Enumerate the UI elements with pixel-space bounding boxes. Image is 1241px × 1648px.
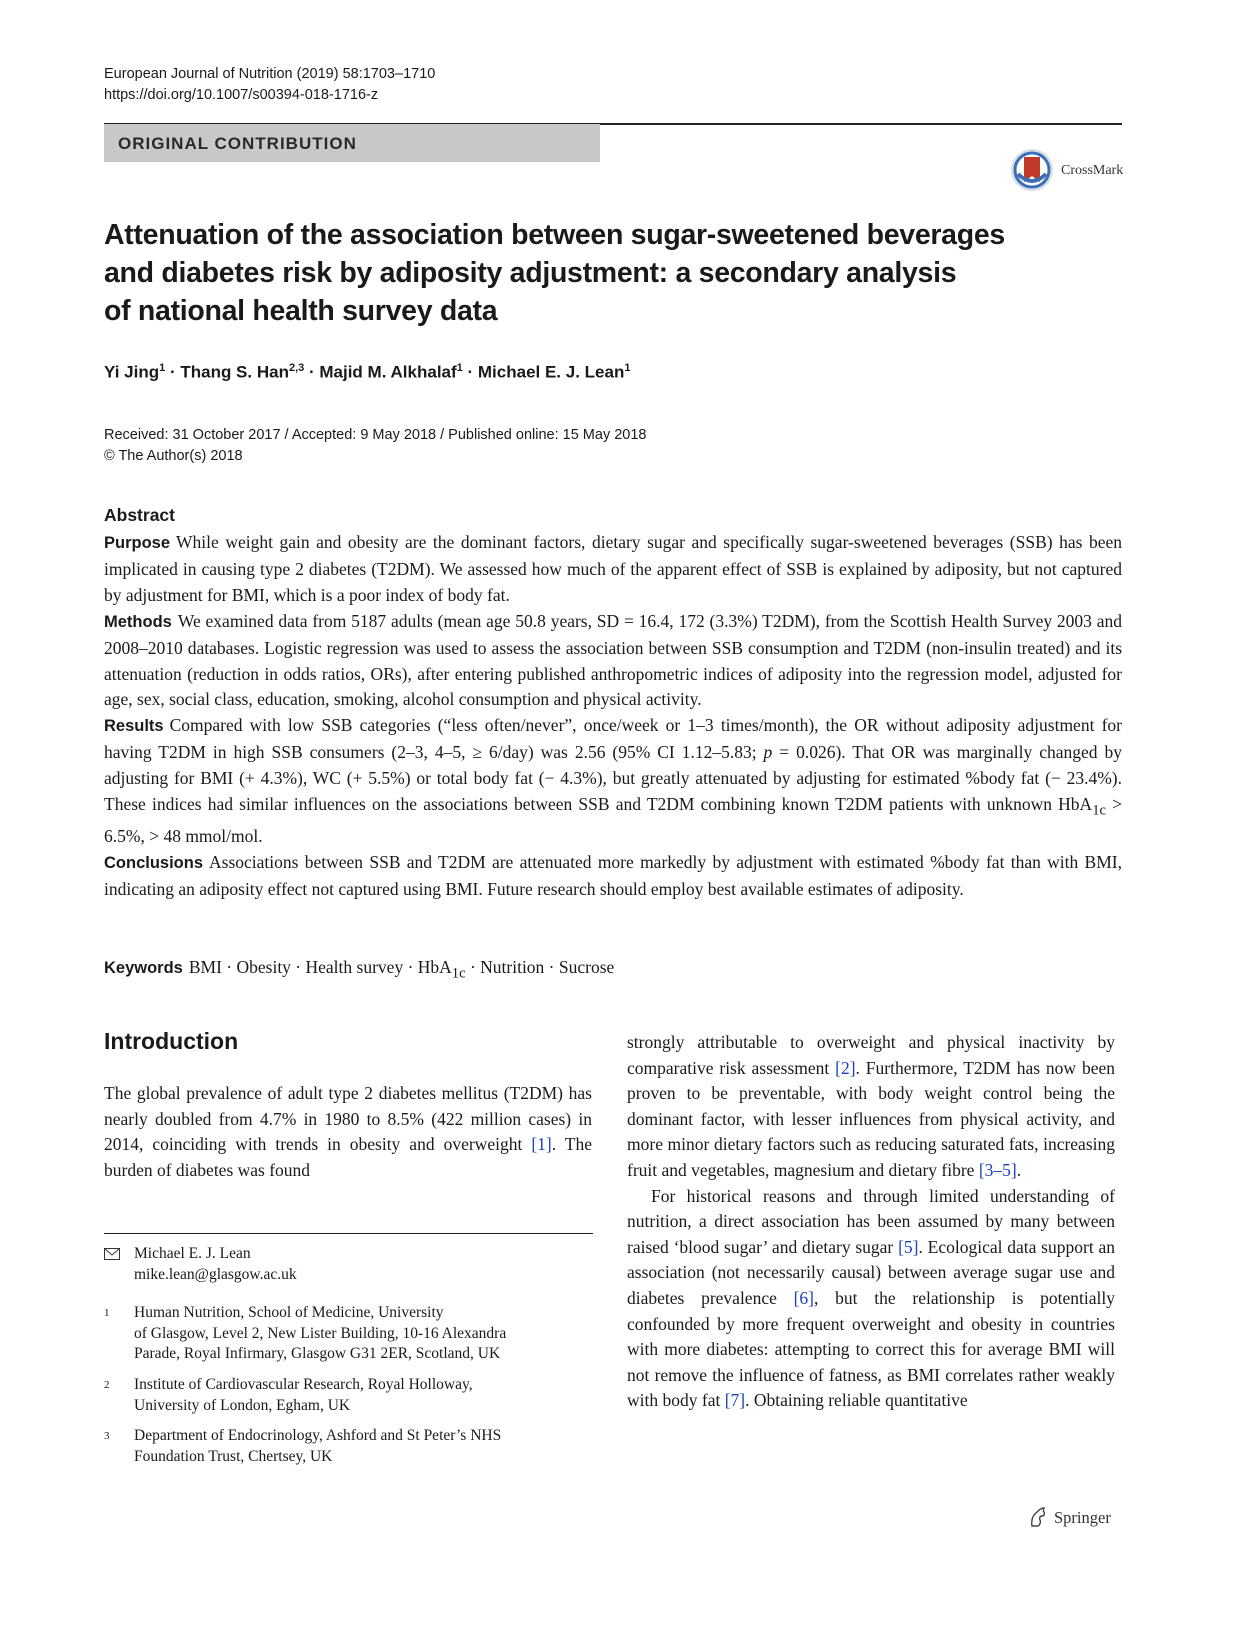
abstract-body — [104, 530, 1122, 903]
affiliation-mark: 2 — [104, 1379, 110, 1391]
keywords — [104, 957, 614, 983]
author-separator: · — [304, 362, 320, 382]
author-affiliation: 2,3 — [288, 362, 305, 374]
paragraph-text: . — [1016, 1159, 1022, 1180]
author-name[interactable]: Thang S. Han — [180, 362, 289, 382]
affiliation-line: Institute of Cardiovascular Research, Royal Holloway, — [134, 1376, 473, 1393]
affiliation-line: Department of Endocrinology, Ashford and St Peter’s NHS — [134, 1427, 502, 1444]
corresponding-author — [104, 1244, 574, 1285]
keywords-label: Keywords — [104, 959, 183, 977]
abstract-conclusions — [104, 850, 1122, 903]
p-symbol: p — [763, 742, 773, 763]
author-affiliation: 1 — [159, 362, 166, 374]
paragraph-text: . The burden of diabetes was found — [104, 1134, 592, 1180]
publisher-name: Springer — [1054, 1508, 1111, 1527]
corresponding-name: Michael E. J. Lean — [134, 1245, 251, 1262]
author-affiliation: 1 — [456, 362, 463, 374]
affiliation-line: University of London, Egham, UK — [134, 1396, 351, 1414]
citation-link[interactable]: [2] — [835, 1057, 856, 1078]
paragraph-text: . Obtaining reliable quantitative — [745, 1390, 968, 1411]
paragraph-text: , but the relationship is potentially confounded by more frequent overweight and obesity in countries with more diabetes: attempting to correct this for average BMI will not remove the influence of fatness, as BMI correlates rather weakly with body fat — [627, 1287, 1115, 1411]
title-line: and diabetes risk by adiposity adjustment: a secondary analysis — [104, 257, 957, 289]
conclusions-label: Conclusions — [104, 854, 204, 873]
abstract-purpose — [104, 530, 1122, 609]
affiliation-1 — [104, 1303, 574, 1365]
footnote-rule — [104, 1233, 593, 1234]
results-text: = 0.026). That OR was marginally changed by adjusting for BMI (+ 4.3%), WC (+ 5.5%) or total body fat (− 4.3%), but greatly attenuated by adjusting for estimated %body fat (− 23.4%). These indices had similar influences on the associations between SSB and T2DM combining known T2DM patients with unknown HbA — [104, 742, 1122, 815]
springer-horse-icon — [1028, 1506, 1048, 1528]
paragraph — [104, 1081, 592, 1183]
paragraph-text: For historical reasons and through limited understanding of nutrition, a direct association has been assumed by many between raised ‘blood sugar’ and dietary sugar — [627, 1185, 1115, 1257]
author-separator: · — [462, 362, 478, 382]
paragraph — [627, 1184, 1115, 1414]
hba1c-subscript: 1c — [1092, 802, 1106, 819]
paragraph-text: strongly attributable to overweight and physical inactivity by comparative risk assessment — [627, 1032, 1115, 1078]
introduction-heading: Introduction — [104, 1028, 239, 1054]
paragraph-text: . Ecological data support an association (not necessarily causal) between average sugar use and diabetes prevalence — [627, 1236, 1115, 1308]
paragraph-text: The global prevalence of adult type 2 diabetes mellitus (T2DM) has nearly doubled from 4.7% in 1980 to 8.5% (422 million cases) in 2014, coinciding with trends in obesity and overweight — [104, 1083, 592, 1155]
affiliation-2 — [104, 1375, 574, 1416]
dates-line: Received: 31 October 2017 / Accepted: 9 May 2018 / Published online: 15 May 2018 — [104, 427, 647, 443]
left-column — [104, 1081, 592, 1183]
affiliation-line: Parade, Royal Infirmary, Glasgow G31 2ER, Scotland, UK — [134, 1345, 501, 1362]
author-affiliation: 1 — [624, 362, 631, 374]
journal-citation: European Journal of Nutrition (2019) 58:1703–1710 — [104, 66, 436, 82]
hba1c-subscript: 1c — [451, 965, 466, 982]
affiliation-line: of Glasgow, Level 2, New Lister Building, 10-16 Alexandra — [134, 1324, 507, 1342]
section-banner — [104, 124, 600, 162]
author-name[interactable]: Michael E. J. Lean — [477, 362, 625, 382]
paper-title — [104, 216, 1064, 330]
author-list — [104, 362, 630, 383]
methods-text: We examined data from 5187 adults (mean age 50.8 years, SD = 16.4, 172 (3.3%) T2DM), from the Scottish Health Survey 2003 and 2008–2010 databases. Logistic regression was used to assess the association between SSB consumption and T2DM (non-insulin treated) and its attenuation (reduction in odds ratios, ORs), after entering published anthropometric indices of adiposity into the regression model, adjusted for age, sex, social class, education, smoking, alcohol consumption and physical activity. — [104, 610, 1122, 710]
author-name[interactable]: Yi Jing — [104, 362, 160, 382]
affiliation-mark: 1 — [104, 1307, 110, 1319]
title-line: Attenuation of the association between sugar-sweetened beverages — [104, 219, 1005, 251]
citation-link[interactable]: [5] — [898, 1236, 919, 1257]
paragraph — [627, 1030, 1115, 1184]
author-separator: · — [165, 362, 181, 382]
section-label: ORIGINAL CONTRIBUTION — [118, 134, 357, 153]
crossmark-badge[interactable] — [1010, 148, 1128, 194]
corresponding-email[interactable]: mike.lean@glasgow.ac.uk — [134, 1265, 297, 1283]
citation-link[interactable]: [7] — [724, 1390, 746, 1411]
abstract-heading: Abstract — [104, 505, 175, 525]
title-line: of national health survey data — [104, 295, 498, 327]
affiliation-mark: 3 — [104, 1430, 110, 1442]
journal-info — [104, 64, 435, 106]
results-text: Compared with low SSB categories (“less often/never”, once/week or 1–3 times/month), the OR without adiposity adjustment for having T2DM in high SSB consumers (2–3, 4–5, ≥ 6/day) was 2.56 (95% CI 1.12–5.83; — [104, 715, 1122, 763]
abstract-results — [104, 713, 1122, 850]
doi-link[interactable]: https://doi.org/10.1007/s00394-018-1716-z — [104, 87, 379, 103]
affiliation-line: Human Nutrition, School of Medicine, University — [134, 1304, 444, 1321]
keywords-text: BMI · Obesity · Health survey · HbA — [188, 957, 452, 977]
envelope-icon — [104, 1248, 120, 1260]
affiliation-line: Foundation Trust, Chertsey, UK — [134, 1447, 333, 1465]
right-column — [627, 1030, 1115, 1414]
citation-link[interactable]: [3–5] — [978, 1159, 1017, 1180]
affiliation-3 — [104, 1426, 574, 1467]
citation-link[interactable]: [6] — [793, 1287, 815, 1308]
publisher-logo — [1028, 1505, 1128, 1531]
author-name[interactable]: Majid M. Alkhalaf — [319, 362, 457, 382]
abstract-methods — [104, 609, 1122, 714]
crossmark-label: CrossMark — [1061, 163, 1124, 178]
purpose-text: While weight gain and obesity are the dominant factors, dietary sugar and specifically sugar-sweetened beverages (SSB) has been implicated in causing type 2 diabetes (T2DM). We assessed how much of the apparent effect of SSB is explained by adiposity, but not captured by adjustment for BMI, which is a poor index of body fat. — [104, 532, 1122, 605]
paragraph-text: . Furthermore, T2DM has now been proven to be preventable, with body weight control being the dominant factor, with lesser influences from physical activity, and more minor dietary factors such as reducing saturated fats, increasing fruit and vegetables, magnesium and dietary fibre — [627, 1057, 1115, 1180]
crossmark-icon — [1010, 148, 1054, 192]
results-label: Results — [104, 717, 164, 736]
purpose-label: Purpose — [104, 534, 171, 552]
copyright-line: © The Author(s) 2018 — [104, 448, 243, 464]
conclusions-text: Associations between SSB and T2DM are attenuated more markedly by adjustment with estimated %body fat than with BMI, indicating an adiposity effect not captured using BMI. Future research should employ best available estimates of adiposity. — [104, 852, 1122, 900]
keywords-text: · Nutrition · Sucrose — [465, 957, 615, 977]
publication-dates — [104, 425, 647, 467]
methods-label: Methods — [104, 612, 172, 631]
results-text: > 6.5%, > 48 mmol/mol. — [104, 794, 1122, 847]
citation-link[interactable]: [1] — [531, 1134, 552, 1155]
